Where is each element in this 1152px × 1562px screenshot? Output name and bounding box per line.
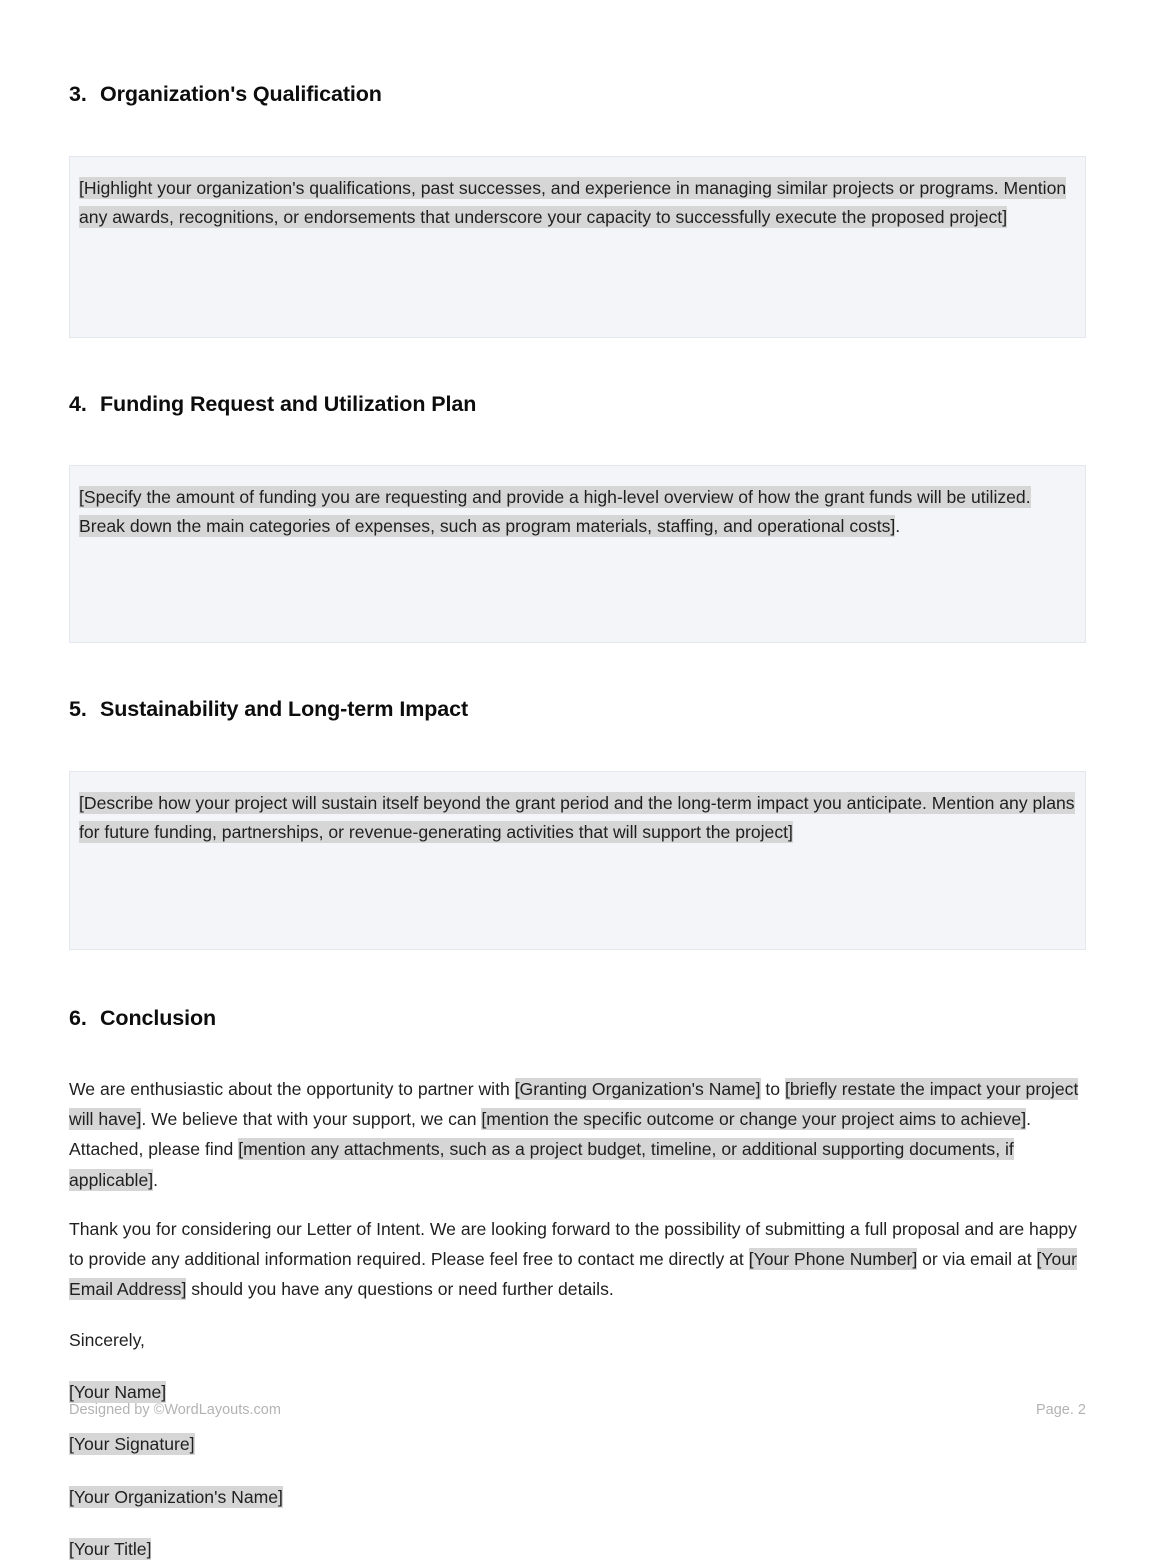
section-title-5: Sustainability and Long-term Impact	[100, 697, 469, 722]
signature-line-your-title	[69, 1536, 1086, 1562]
placeholder-specific-outcome: [mention the specific outcome or change your project aims to achieve]	[481, 1109, 1027, 1129]
text-run: . We believe that with your support, we can	[141, 1109, 482, 1129]
section-number-4: 4.	[69, 391, 87, 416]
section-title-4: Funding Request and Utilization Plan	[100, 391, 477, 416]
placeholder-text: [Specify the amount of funding you are requesting and provide a high-level overview of how the grant funds will be utilized. Break down the main categories of expenses, such as program materials, staffing, and operational costs]	[79, 487, 1031, 537]
section-number-5: 5.	[69, 697, 87, 722]
signature-line-organization-name	[69, 1484, 1086, 1510]
section-heading-5	[69, 697, 1086, 722]
placeholder-text: [Highlight your organization's qualifications, past successes, and experience in managing similar projects or programs. Mention any awards, recognitions, or endorsements that underscore your capacity to successfully execute the proposed project]	[79, 177, 1067, 227]
footer-credit: Designed by ©WordLayouts.com	[69, 1402, 281, 1418]
placeholder-your-organization-name: [Your Organization's Name]	[69, 1486, 283, 1507]
footer-page-number: Page. 2	[1036, 1402, 1086, 1418]
placeholder-granting-organization-name: [Granting Organization's Name]	[514, 1078, 761, 1099]
conclusion-paragraph-1	[69, 1074, 1086, 1195]
placeholder-paragraph	[79, 789, 1076, 847]
conclusion-paragraph-2	[69, 1214, 1086, 1305]
section-heading-3	[69, 82, 1086, 107]
placeholder-your-title: [Your Title]	[69, 1539, 152, 1560]
placeholder-tail: .	[895, 516, 901, 537]
placeholder-restate-impact: [briefly restate the impact your project will have]	[69, 1078, 1079, 1129]
placeholder-attachments: [mention any attachments, such as a project budget, timeline, or additional supporting documents, if applicable]	[69, 1139, 1014, 1190]
text-run: Thank you for considering our Letter of Intent. We are looking forward to the possibility of submitting a full proposal and are happy to provide any additional information required. Please feel free to contact me directly at	[69, 1218, 1077, 1269]
text-run: . Attached, please find	[69, 1109, 1031, 1160]
section-heading-4	[69, 392, 1086, 417]
text-run: or via email at	[917, 1249, 1037, 1269]
field-box-funding-request[interactable]	[69, 465, 1086, 643]
placeholder-paragraph	[79, 174, 1076, 232]
placeholder-your-signature: [Your Signature]	[69, 1434, 195, 1455]
signature-line-your-signature	[69, 1431, 1086, 1457]
placeholder-paragraph	[79, 483, 1076, 541]
page-footer	[69, 1402, 1086, 1418]
section-number-3: 3.	[69, 81, 87, 106]
section-number-6: 6.	[69, 1005, 87, 1030]
placeholder-phone-number: [Your Phone Number]	[748, 1249, 918, 1269]
section-heading-6	[69, 1006, 1086, 1031]
field-box-sustainability[interactable]	[69, 771, 1086, 950]
field-box-organizations-qualification[interactable]	[69, 156, 1086, 338]
text-run: should you have any questions or need further details.	[186, 1279, 614, 1300]
section-title-6: Conclusion	[100, 1005, 217, 1030]
text-run: We are enthusiastic about the opportunity to partner with	[69, 1078, 515, 1099]
placeholder-your-name: [Your Name]	[69, 1381, 167, 1402]
section-title-3: Organization's Qualification	[100, 81, 382, 106]
text-run: to	[760, 1078, 785, 1099]
text-run: .	[153, 1169, 159, 1190]
closing-salutation: Sincerely,	[69, 1329, 145, 1350]
page-content	[69, 0, 1086, 1562]
placeholder-text: [Describe how your project will sustain itself beyond the grant period and the long-term impact you anticipate. Mention any plans for future funding, partnerships, or revenue-generating activities that will support the project]	[79, 793, 1075, 842]
placeholder-email-address: [Your Email Address]	[69, 1249, 1077, 1300]
